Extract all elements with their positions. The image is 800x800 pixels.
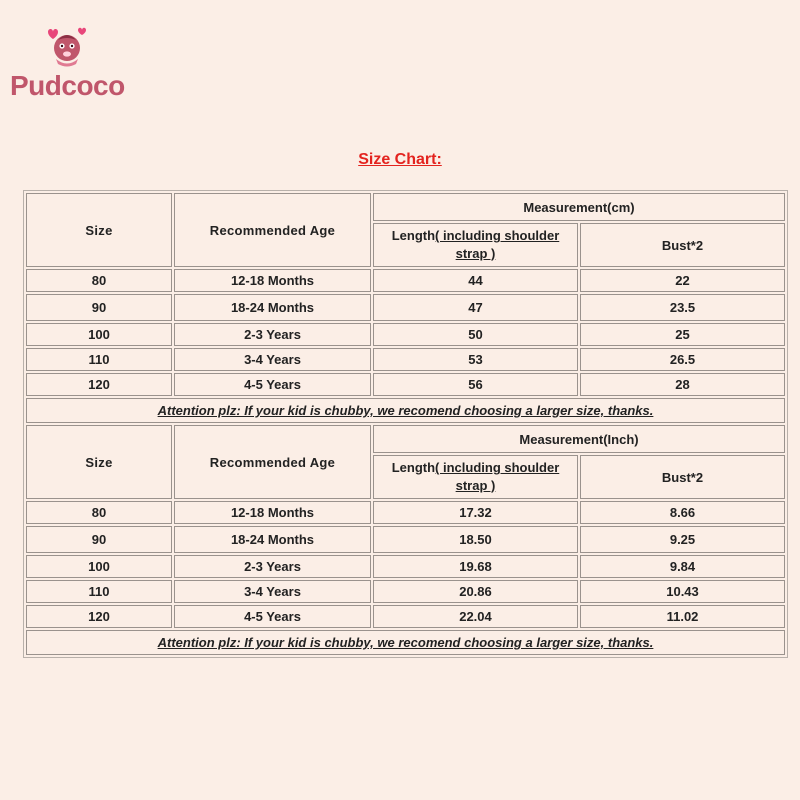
- length-cell: 19.68: [373, 555, 578, 578]
- brand-name: Pudcoco: [10, 70, 125, 101]
- baby-face-icon: [42, 24, 92, 70]
- length-cell: 47: [373, 294, 578, 321]
- size-cell: 90: [26, 526, 172, 553]
- bust-cell: 8.66: [580, 501, 785, 524]
- length-cell: 18.50: [373, 526, 578, 553]
- age-header: Recommended Age: [174, 193, 371, 267]
- age-cell: 12-18 Months: [174, 269, 371, 292]
- age-cell: 4-5 Years: [174, 605, 371, 628]
- bust-cell: 10.43: [580, 580, 785, 603]
- table-row: [26, 373, 785, 396]
- table-row: [26, 348, 785, 371]
- table-row: [26, 580, 785, 603]
- bust-cell: 26.5: [580, 348, 785, 371]
- length-header: Length( including shoulder strap ): [373, 455, 578, 499]
- age-cell: 3-4 Years: [174, 348, 371, 371]
- brand-logo: [8, 22, 125, 101]
- table-row: [26, 323, 785, 346]
- bust-header: Bust*2: [580, 455, 785, 499]
- bust-cell: 9.84: [580, 555, 785, 578]
- length-cell: 56: [373, 373, 578, 396]
- size-header: Size: [26, 193, 172, 267]
- age-header: Recommended Age: [174, 425, 371, 499]
- size-cell: 100: [26, 555, 172, 578]
- bust-header: Bust*2: [580, 223, 785, 267]
- attention-note: Attention plz: If your kid is chubby, we recomend choosing a larger size, thanks.: [26, 398, 785, 423]
- age-cell: 3-4 Years: [174, 580, 371, 603]
- age-cell: 2-3 Years: [174, 323, 371, 346]
- size-header: Size: [26, 425, 172, 499]
- size-cell: 120: [26, 605, 172, 628]
- age-cell: 12-18 Months: [174, 501, 371, 524]
- bust-cell: 28: [580, 373, 785, 396]
- table-row: [26, 501, 785, 524]
- table-row: [26, 294, 785, 321]
- bust-cell: 9.25: [580, 526, 785, 553]
- measurement-inch-header: Measurement(Inch): [373, 425, 785, 453]
- length-cell: 50: [373, 323, 578, 346]
- length-header: Length( including shoulder strap ): [373, 223, 578, 267]
- size-cell: 120: [26, 373, 172, 396]
- size-cell: 110: [26, 580, 172, 603]
- length-cell: 53: [373, 348, 578, 371]
- table-row: [26, 269, 785, 292]
- table-row: [26, 555, 785, 578]
- age-cell: 18-24 Months: [174, 526, 371, 553]
- bust-cell: 25: [580, 323, 785, 346]
- table-row: [26, 526, 785, 553]
- age-cell: 18-24 Months: [174, 294, 371, 321]
- size-cell: 90: [26, 294, 172, 321]
- bust-cell: 22: [580, 269, 785, 292]
- size-cell: 80: [26, 501, 172, 524]
- table-row: [26, 605, 785, 628]
- length-cell: 20.86: [373, 580, 578, 603]
- size-chart-table: [23, 190, 788, 658]
- length-cell: 17.32: [373, 501, 578, 524]
- size-cell: 110: [26, 348, 172, 371]
- size-cell: 80: [26, 269, 172, 292]
- attention-note: Attention plz: If your kid is chubby, we recomend choosing a larger size, thanks.: [26, 630, 785, 655]
- measurement-cm-header: Measurement(cm): [373, 193, 785, 221]
- length-cell: 22.04: [373, 605, 578, 628]
- size-cell: 100: [26, 323, 172, 346]
- bust-cell: 11.02: [580, 605, 785, 628]
- age-cell: 4-5 Years: [174, 373, 371, 396]
- age-cell: 2-3 Years: [174, 555, 371, 578]
- page-title: Size Chart:: [358, 151, 442, 168]
- length-cell: 44: [373, 269, 578, 292]
- bust-cell: 23.5: [580, 294, 785, 321]
